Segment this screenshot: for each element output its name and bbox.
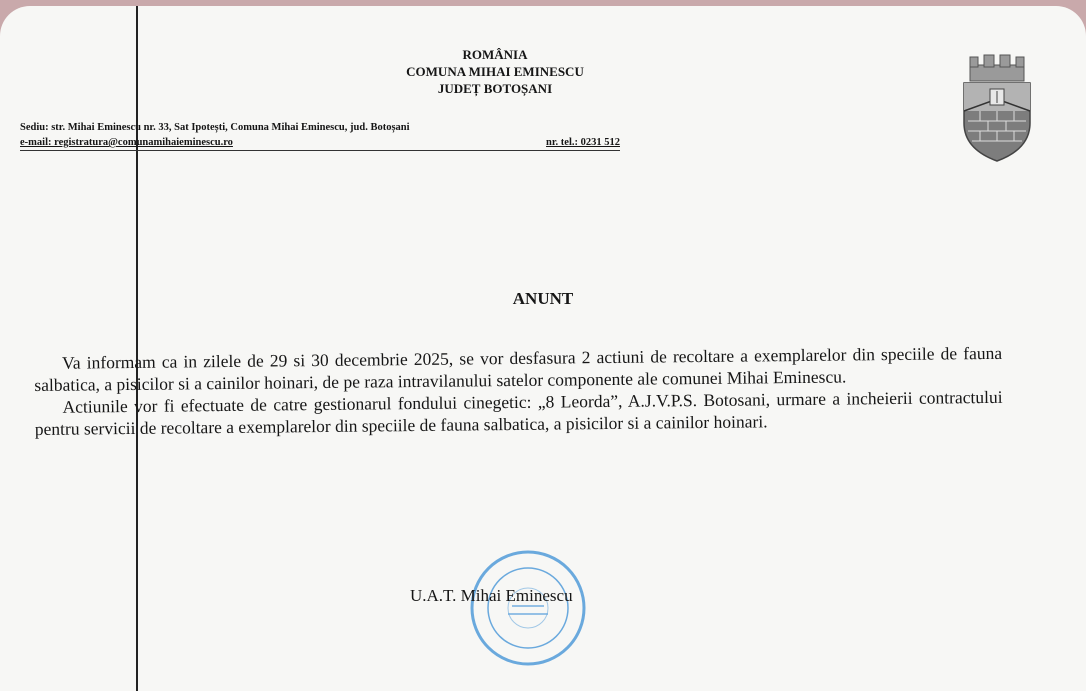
address-seat: Sediu: str. Mihai Eminescu nr. 33, Sat Ipotești, Comuna Mihai Eminescu, jud. Botoșani xyxy=(20,122,410,133)
letterhead xyxy=(300,46,690,97)
announcement-body xyxy=(34,342,1003,440)
signature-line: U.A.T. Mihai Eminescu xyxy=(410,586,573,605)
official-stamp-icon xyxy=(468,548,588,668)
announcement-paragraph-2: Actiunile vor fi efectuate de catre gestionarul fondului cinegetic: „8 Leorda”, A.J.V.P.S. Botosani, urmare a incheierii contractului pentru servicii de recoltare a exemplarelor din speciile de fauna salbatica, a pisicilor si a cainilor hoinari. xyxy=(34,386,1003,439)
scan-fold-line xyxy=(136,6,138,691)
letterhead-commune: COMUNA MIHAI EMINESCU xyxy=(406,64,584,79)
address-email: e-mail: registratura@comunamihaieminescu.ro xyxy=(20,137,233,148)
document-page xyxy=(0,6,1086,691)
address-phone: nr. tel.: 0231 512 xyxy=(546,137,620,148)
announcement-paragraph-1: Va informam ca in zilele de 29 si 30 decembrie 2025, se vor desfasura 2 actiuni de recoltare a exemplarelor din speciile de fauna salbatica, a pisicilor si a cainilor hoinari, de pe raza intravilanului satelor componente ale comunei Mihai Eminescu. xyxy=(34,342,1003,395)
coat-of-arms-icon xyxy=(960,51,1034,163)
address-block xyxy=(20,120,620,151)
letterhead-country: ROMÂNIA xyxy=(462,47,528,62)
letterhead-county: JUDEȚ BOTOȘANI xyxy=(437,81,553,96)
document-title: ANUNT xyxy=(512,289,574,308)
